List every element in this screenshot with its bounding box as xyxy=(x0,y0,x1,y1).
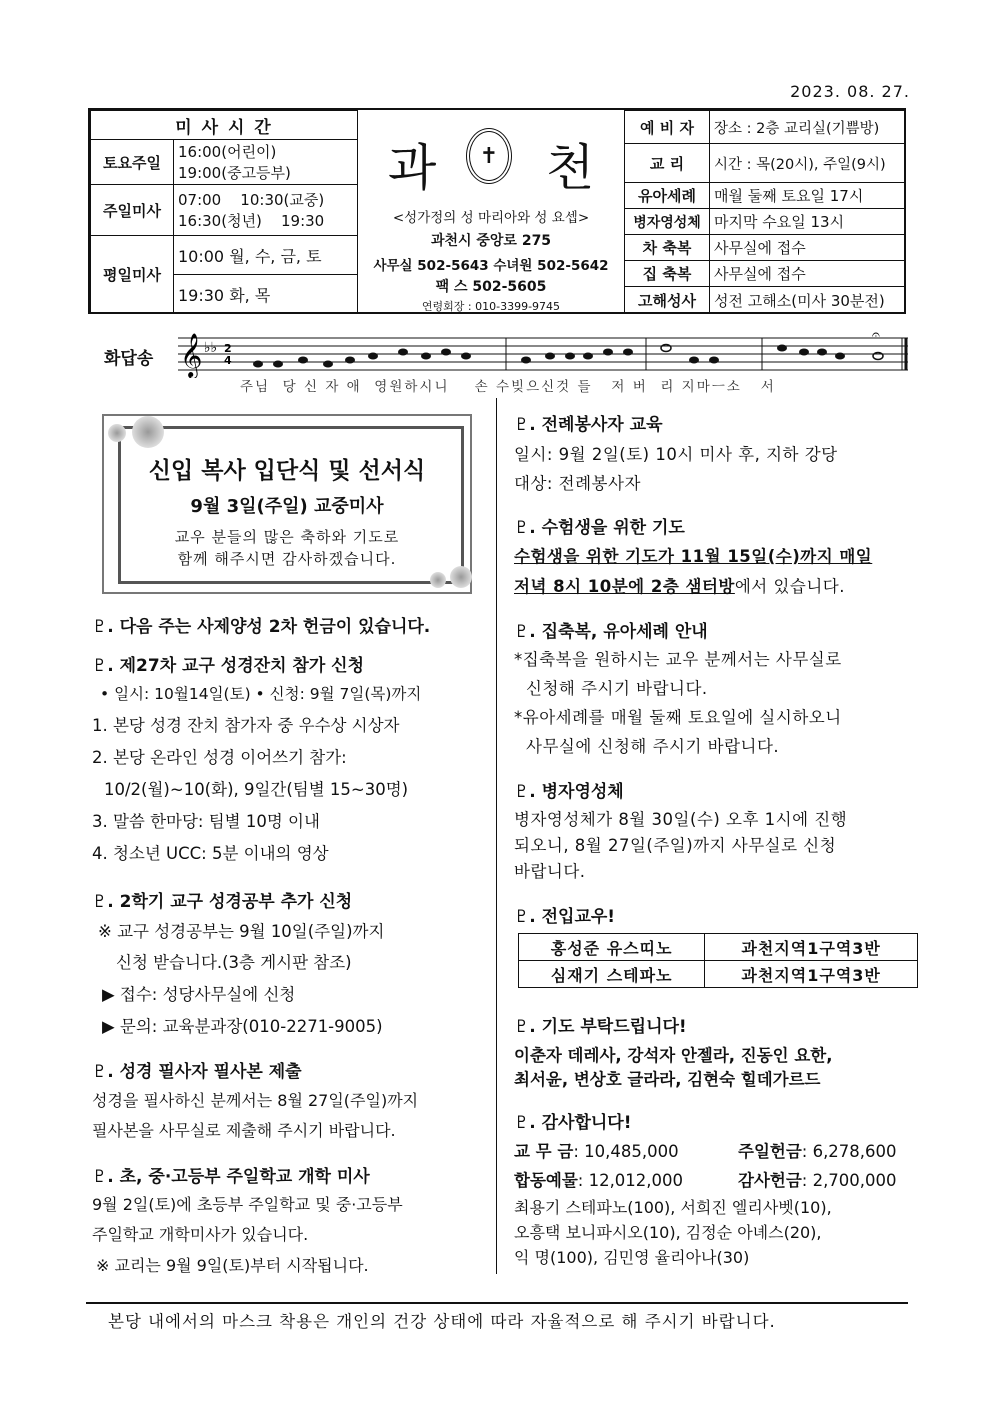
bible-study-line-3: ▶ 접수: 성당사무실에 신청 xyxy=(102,985,296,1004)
announcement-line-1: 교우 분들의 많은 축하와 기도로 xyxy=(174,528,400,546)
sick-communion-label: 병자영성체 xyxy=(624,208,710,235)
psalm-label: 화답송 xyxy=(104,349,154,369)
offering-sunday: 주일헌금: 6,278,600 xyxy=(738,1142,897,1161)
blessing-line-2: 신청해 주시기 바랍니다. xyxy=(526,679,708,698)
sunday-time-2: 16:30(청년) 19:30 xyxy=(178,212,325,230)
announcement-date: 9월 3일(주일) 교중미사 xyxy=(190,496,384,517)
parish-fax: 팩 스 502-5605 xyxy=(435,279,547,295)
section-bible-festival-heading: ♇. 제27차 교구 성경잔치 참가 신청 xyxy=(92,656,365,676)
donor-line-2: 오흥택 보니파시오(10), 김정순 아녜스(20), xyxy=(514,1223,822,1242)
svg-text:𝄐: 𝄐 xyxy=(872,330,880,343)
sunday-school-line-3: ※ 교리는 9월 9일(토)부터 시작됩니다. xyxy=(96,1256,369,1275)
svg-text:♭♭: ♭♭ xyxy=(204,340,218,356)
announcement-box xyxy=(102,414,472,594)
bible-festival-item-3: 3. 말씀 한마당: 팀별 10명 이내 xyxy=(92,812,320,831)
header-table xyxy=(88,108,906,314)
column-divider xyxy=(496,398,497,1274)
newcomer-name: 심재기 스테파노 xyxy=(519,961,705,988)
decor-dot xyxy=(450,566,472,588)
bulletin-date: 2023. 08. 27. xyxy=(790,82,910,101)
sunday-label: 주일미사 xyxy=(90,184,174,236)
donor-line-3: 익 명(100), 김민영 율리아나(30) xyxy=(514,1248,750,1267)
psalm-music-staff xyxy=(178,330,910,378)
parish-address: 과천시 중앙로 275 xyxy=(430,233,552,249)
sick-communion-line-3: 바랍니다. xyxy=(514,862,586,881)
saturday-time-1: 16:00(어린이) xyxy=(178,143,277,161)
prep-time: 시간 : 목(20시), 주일(9시) xyxy=(709,143,906,183)
car-blessing-value: 사무실에 접수 xyxy=(709,234,906,261)
sunday-school-line-2: 주일학교 개학미사가 있습니다. xyxy=(92,1225,309,1244)
council-phone: 연령회장 : 010-3399-9745 xyxy=(421,300,561,313)
sick-communion-line-2: 되오니, 8월 27일(주일)까지 사무실로 신청 xyxy=(514,836,837,855)
blessing-line-1: *집축복을 원하시는 교우 분께서는 사무실로 xyxy=(514,650,842,669)
section-exam-prayer-heading: ♇. 수험생을 위한 기도 xyxy=(514,518,685,538)
section-sunday-school-heading: ♇. 초, 중·고등부 주일학교 개학 미사 xyxy=(92,1167,370,1187)
house-blessing-value: 사무실에 접수 xyxy=(709,260,906,287)
newcomers-table xyxy=(518,933,918,988)
weekday-time-1: 10:00 월, 수, 금, 토 xyxy=(173,235,358,275)
decor-dot xyxy=(132,416,164,448)
footer-divider xyxy=(86,1302,908,1304)
sick-communion-line-1: 병자영성체가 8월 30일(수) 오후 1시에 진행 xyxy=(514,810,848,829)
notice-second-collection: ♇. 다음 주는 사제양성 2차 헌금이 있습니다. xyxy=(92,617,431,637)
newcomer-area: 과천지역1구역3반 xyxy=(705,934,918,961)
section-bible-study-heading: ♇. 2학기 교구 성경공부 추가 신청 xyxy=(92,892,353,912)
parish-subtitle: <성가정의 성 마리아와 성 요셉> xyxy=(392,210,590,226)
weekday-time-2: 19:30 화, 목 xyxy=(173,274,358,314)
table-row xyxy=(519,961,918,988)
announcement-title: 신입 복사 입단식 및 선서식 xyxy=(148,458,426,484)
bible-festival-item-2: 2. 본당 온라인 성경 이어쓰기 참가: xyxy=(92,748,347,767)
offering-joint: 합동예물: 12,012,000 xyxy=(514,1171,684,1190)
bible-festival-item-4: 4. 청소년 UCC: 5분 이내의 영상 xyxy=(92,844,329,863)
house-blessing-label: 집 축복 xyxy=(624,260,710,287)
car-blessing-label: 차 축복 xyxy=(624,234,710,261)
parish-phone: 사무실 502-5643 수녀원 502-5642 xyxy=(373,258,609,274)
section-liturgy-training-heading: ♇. 전례봉사자 교육 xyxy=(514,415,663,435)
newcomer-area: 과천지역1구역3반 xyxy=(705,961,918,988)
bible-study-line-2: 신청 받습니다.(3층 게시판 참조) xyxy=(116,953,352,972)
prayer-request-line-1: 이춘자 데레사, 강석자 안젤라, 진동인 요한, xyxy=(514,1046,833,1065)
section-sick-communion-heading: ♇. 병자영성체 xyxy=(514,782,624,802)
mass-times-title: 미 사 시 간 xyxy=(90,110,358,140)
prep-label: 예 비 자 xyxy=(624,110,710,144)
parish-name-left: 과 xyxy=(388,139,437,197)
baptism-line-2: 사무실에 신청해 주시기 바랍니다. xyxy=(526,737,780,756)
decor-dot xyxy=(108,424,126,442)
section-thanks-heading: ♇. 감사합니다! xyxy=(514,1113,632,1133)
saturday-time-2: 19:00(중고등부) xyxy=(178,164,291,182)
decor-dot xyxy=(430,572,446,588)
parish-logo-icon: ✝ xyxy=(466,128,512,184)
parish-title-block xyxy=(358,110,624,314)
bible-study-line-1: ※ 교구 성경공부는 9월 10일(주일)까지 xyxy=(98,922,385,941)
announcement-line-2: 함께 해주시면 감사하겠습니다. xyxy=(177,550,397,568)
weekday-label: 평일미사 xyxy=(90,235,174,314)
saturday-label: 토요주일 xyxy=(90,139,174,185)
prayer-request-line-2: 최서윤, 변상호 글라라, 김현숙 힐데가르드 xyxy=(514,1070,821,1089)
bible-festival-date: • 일시: 10월14일(토) • 신청: 9월 7일(목)까지 xyxy=(100,685,422,703)
liturgy-training-target: 대상: 전례봉사자 xyxy=(514,474,641,493)
confession-label: 고해성사 xyxy=(624,286,710,314)
table-row xyxy=(519,934,918,961)
section-prayer-request-heading: ♇. 기도 부탁드립니다! xyxy=(514,1017,687,1037)
baptism-line-1: *유아세례를 매월 둘째 토요일에 실시하오니 xyxy=(514,708,842,727)
psalm-lyrics: 주님 당 신 자 애 영원하시니 손 수빚으신것 들 저 버 리 지마ㅡ소 서 xyxy=(240,379,776,395)
prep-label-2: 교 리 xyxy=(624,143,710,183)
svg-text:𝄞: 𝄞 xyxy=(180,333,203,377)
prep-place: 장소 : 2층 교리실(기쁨방) xyxy=(709,110,906,144)
liturgy-training-date: 일시: 9월 2일(토) 10시 미사 후, 지하 강당 xyxy=(514,445,838,464)
infant-baptism-value: 매월 둘째 토요일 17시 xyxy=(709,182,906,209)
offering-thanks: 감사헌금: 2,700,000 xyxy=(738,1171,897,1190)
transcription-line-2: 필사본을 사무실로 제출해 주시기 바랍니다. xyxy=(92,1121,396,1140)
newcomer-name: 홍성준 유스띠노 xyxy=(519,934,705,961)
bible-festival-item-2-detail: 10/2(월)~10(화), 9일간(팀별 15~30명) xyxy=(104,780,409,799)
footer-notice: 본당 내에서의 마스크 착용은 개인의 건강 상태에 따라 자율적으로 해 주시기 바랍니다. xyxy=(108,1312,776,1331)
exam-prayer-line-2: 저녁 8시 10분에 2층 샘터방에서 있습니다. xyxy=(514,577,845,596)
sick-communion-value: 마지막 수요일 13시 xyxy=(709,208,906,235)
sunday-time-1: 07:00 10:30(교중) xyxy=(178,191,325,209)
section-transcription-heading: ♇. 성경 필사자 필사본 제출 xyxy=(92,1062,302,1082)
transcription-line-1: 성경을 필사하신 분께서는 8월 27일(주일)까지 xyxy=(92,1091,419,1110)
sunday-school-line-1: 9월 2일(토)에 초등부 주일학교 및 중·고등부 xyxy=(92,1195,403,1214)
svg-text:4: 4 xyxy=(224,354,232,367)
confession-value: 성전 고해소(미사 30분전) xyxy=(709,286,906,314)
offering-tithe: 교 무 금: 10,485,000 xyxy=(514,1142,679,1161)
bible-study-line-4: ▶ 문의: 교육분과장(010-2271-9005) xyxy=(102,1017,383,1036)
section-newcomers-heading: ♇. 전입교우! xyxy=(514,907,616,927)
svg-text:2: 2 xyxy=(224,342,232,355)
infant-baptism-label: 유아세례 xyxy=(624,182,710,209)
bible-festival-item-1: 1. 본당 성경 잔치 참가자 중 우수상 시상자 xyxy=(92,716,400,735)
parish-name-right: 천 xyxy=(546,139,595,197)
exam-prayer-line-1: 수험생을 위한 기도가 11월 15일(수)까지 매일 xyxy=(514,547,873,566)
section-blessing-baptism-heading: ♇. 집축복, 유아세례 안내 xyxy=(514,622,708,642)
donor-line-1: 최용기 스테파노(100), 서희진 엘리사벳(10), xyxy=(514,1198,832,1217)
